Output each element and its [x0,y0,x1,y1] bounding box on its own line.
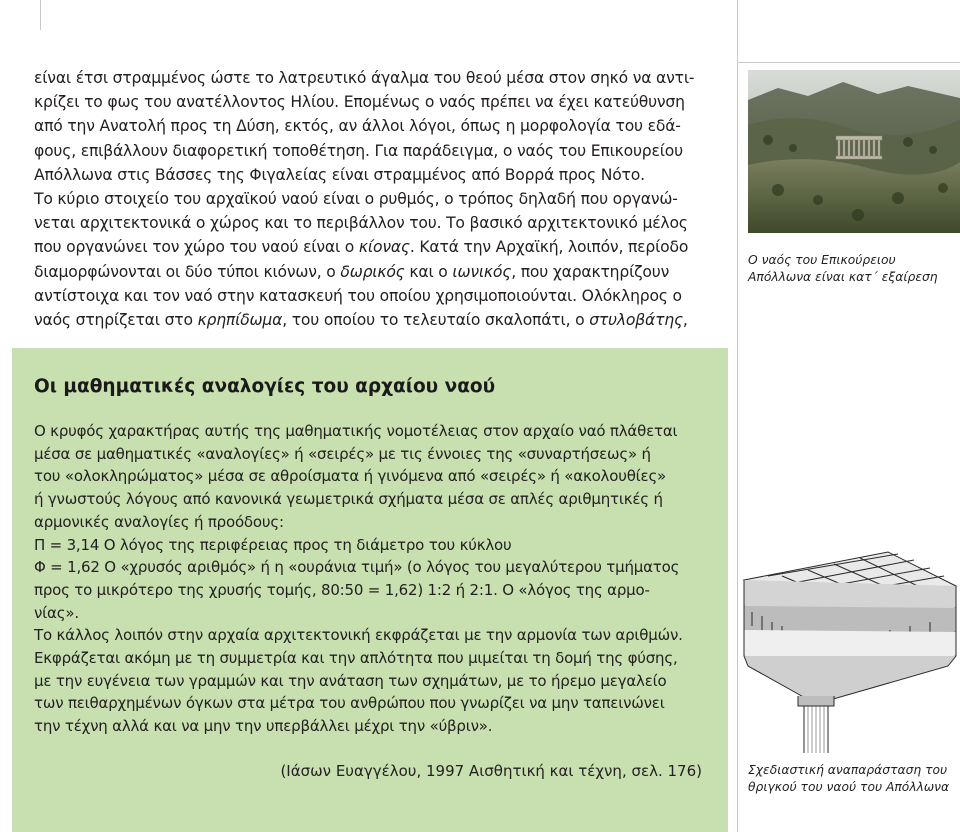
text-line: κρίζει το φως του ανατέλλοντος Ηλίου. Επομένως ο ναός πρέπει να έχει κατεύθυνση [34,93,685,112]
box-line: προς το μικρότερο της χρυσής τομής, 80:50 = 1,62) 1:2 ή 2:1. Ο «λόγος της αρμο- [34,580,650,599]
box-line: με την ευγένεια των γραμμών και την ανάταση των σχημάτων, με το ήρεμο μεγαλείο [34,671,667,690]
box-line: Π = 3,14 Ο λόγος της περιφέρειας προς τη διάμετρο του κύκλου [34,535,512,554]
box-title: Οι μαθηματικές αναλογίες του αρχαίου ναού [34,376,496,397]
text-line: φους, επιβάλλουν διαφορετική τοποθέτηση. Για παράδειγμα, ο ναός του Επικουρείου [34,141,683,160]
text-line: διαμορφώνονται οι δύο τύποι κιόνων, ο δωρικός και ο ιωνικός, που χαρακτηρίζουν [34,262,670,281]
citation: (Ιάσων Ευαγγέλου, 1997 Αισθητική και τέχνη, σελ. 176) [280,762,702,780]
text-line: από την Ανατολή προς τη Δύση, εκτός, αν άλλοι λόγοι, όπως η μορφολογία του εδά- [34,117,681,136]
temple-photo [748,70,960,233]
box-line: νίας». [34,603,79,622]
text-line: αντίστοιχα και τον ναό στην κατασκευή του οποίου χρησιμοποιούνται. Ολόκληρος ο [34,286,682,305]
box-line: Ο κρυφός χαρακτήρας αυτής της μαθηματικής νομοτέλειας στον αρχαίο ναό πλάθεται [34,422,678,440]
term-ionic: ιωνικός [452,262,512,281]
box-line: ή γνωστούς λόγους από κανονικά γεωμετρικά σχήματα μέσα σε απλές αριθμητικές ή [34,490,663,509]
box-body [34,420,710,738]
box-line: των πειθαρχημένων όγκων στα μέτρα του ανθρώπου που γνωρίζει να μην ταπεινώνει [34,694,665,713]
text-line: ναός στηρίζεται στο κρηπίδωμα, του οποίου το τελευταίο σκαλοπάτι, ο στυλοβάτης, [34,311,688,330]
photo-top-line [737,62,960,63]
text-line: Το κύριο στοιχείο του αρχαϊκού ναού είναι ο ρυθμός, ο τρόπος δηλαδή που οργανώ- [34,190,678,209]
box-line: αρμονικές αναλογίες ή προόδους: [34,512,284,531]
box-line: Φ = 1,62 Ο «χρυσός αριθμός» ή η «ουράνια τιμή» (ο λόγος του μεγαλύτερου τμήματος [34,558,680,577]
box-line: την τέχνη αλλά και να μην την υπερβάλλει μέχρι την «ύβριν». [34,717,493,736]
text-line: νεται αρχιτεκτονικά ο χώρος και το περιβάλλον του. Το βασικό αρχιτεκτονικό μέλος [34,214,688,233]
text-line: είναι έτσι στραμμένος ώστε το λατρευτικό άγαλμα του θεού μέσα στον σηκό να αντι- [34,69,695,87]
entablature-drawing [738,546,960,753]
term-doric: δωρικός [340,262,405,281]
drawing-caption: Σχεδιαστική αναπαράσταση του θριγκού του ναού του Απόλλωνα [748,763,950,794]
math-proportions-box [12,348,728,832]
text-line: Απόλλωνα στις Βάσσες της Φιγαλείας είναι στραμμένος από Βορρά προς Νότο. [34,165,645,184]
term-stylobate: στυλοβάτης [589,311,683,330]
body-paragraph [34,66,724,332]
left-margin-line [40,0,41,30]
box-line: μέσα σε μαθηματικές «αναλογίες» ή «σειρές» με τις έννοιες της «συναρτήσεως» ή [34,444,651,463]
photo-caption: Ο ναός του Επικούρειου Απόλλωνα είναι κατ΄ εξαίρεση [748,253,938,284]
box-line: Το κάλλος λοιπόν στην αρχαία αρχιτεκτονική εκφράζεται με την αρμονία των αριθμών. [34,626,683,645]
text-line: που οργανώνει τον χώρο του ναού είναι ο κίονας. Κατά την Αρχαϊκή, λοιπόν, περίοδο [34,238,689,257]
box-line: του «ολοκληρώματος» μέσα σε αθροίσματα ή γινόμενα από «σειρές» ή «ακολουθίες» [34,467,667,486]
term-column: κίονας [358,238,410,257]
box-line: Εκφράζεται ακόμη με τη συμμετρία και την απλότητα που μιμείται τη δομή της φύσης, [34,649,678,668]
term-crepidoma: κρηπίδωμα [197,311,283,330]
